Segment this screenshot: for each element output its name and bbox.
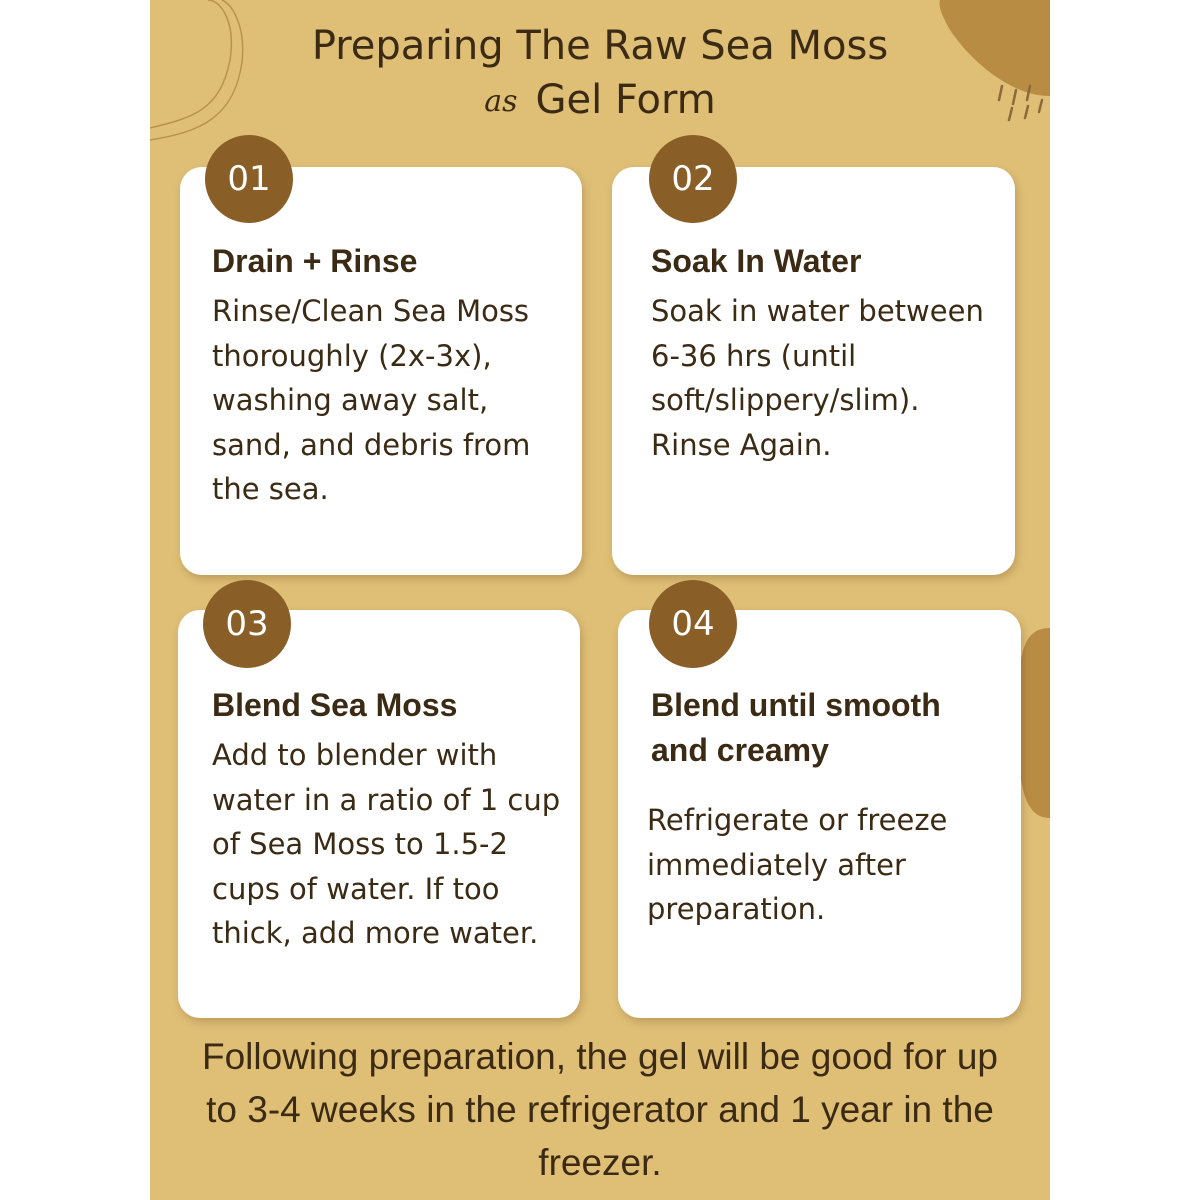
step-body: Refrigerate or freeze immediately after preparation.: [647, 803, 948, 926]
title-gel-form: Gel Form: [535, 77, 716, 123]
page-title-line1: Preparing The Raw Sea Moss: [311, 23, 889, 69]
step-body: Rinse/Clean Sea Moss thoroughly (2x-3x), washing away salt, sand, and debris from the sea.: [212, 294, 531, 506]
step-body: Add to blender with water in a ratio of 1 cup of Sea Moss to 1.5-2 cups of water. If too thick, add more water.: [212, 738, 561, 950]
poster: [150, 0, 1050, 1200]
step-number-badge: 02: [649, 135, 737, 223]
page-title-line2: [150, 77, 1050, 123]
storage-note: Following preparation, the gel will be good for up to 3-4 weeks in the refrigerator and 1 year in the freezer.: [202, 1036, 998, 1183]
step-heading: Soak In Water: [651, 243, 862, 279]
step-heading: Drain + Rinse: [212, 243, 418, 279]
title-connector: as: [484, 84, 518, 119]
step-number-badge: 03: [203, 580, 291, 668]
step-heading: Blend Sea Moss: [212, 687, 458, 723]
step-number-badge: 01: [205, 135, 293, 223]
step-heading: Blend until smooth and creamy: [651, 687, 941, 768]
step-body: Soak in water between 6-36 hrs (until soft/slippery/slim). Rinse Again.: [651, 294, 984, 462]
step-number-badge: 04: [649, 580, 737, 668]
